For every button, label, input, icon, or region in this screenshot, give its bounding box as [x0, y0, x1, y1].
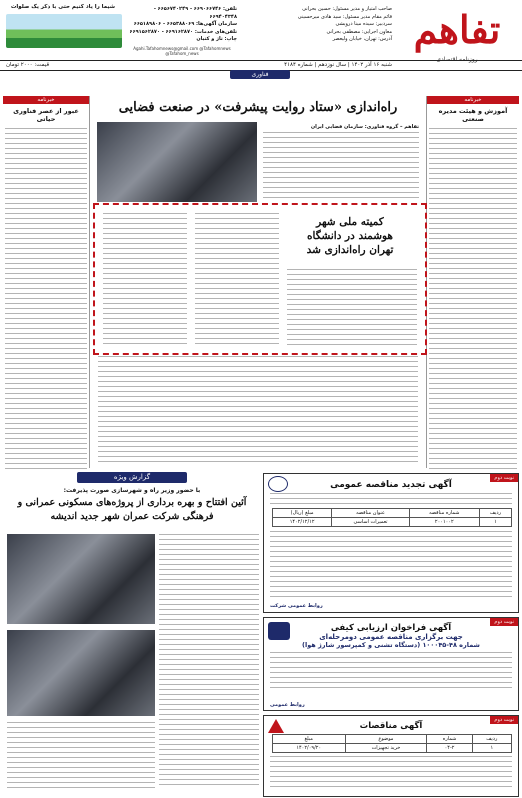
ad-tender-2 — [263, 617, 519, 711]
table-cell: ۱ — [472, 744, 511, 753]
table-cell: ۱ — [479, 518, 511, 527]
officials-photo — [7, 630, 155, 716]
box-body-left — [103, 213, 187, 347]
body-text — [5, 128, 87, 473]
table-cell: ۰۴-۲ — [427, 744, 472, 753]
table-header: شماره — [427, 735, 472, 744]
logo — [398, 4, 516, 64]
staff-line: قائم مقام مدیر مسئول: سید هادی میرحسینی — [297, 13, 392, 20]
table-cell: ۲۰۰۱۰۰۲ — [409, 518, 479, 527]
report-body-right — [159, 534, 259, 789]
ad-table — [272, 734, 512, 753]
staff-line: معاون اجرایی: مصطفی بحرانی — [326, 28, 392, 35]
main-lead: تفاهم – گروه فناوری: سازمان فضایی ایران — [310, 124, 419, 130]
table-header: مبلغ (ریال) — [273, 509, 332, 518]
contact-line: سازمان آگهی‌ها: ۶۶۵۳۸۸۰۶۹ - ۶۶۵۱۸۹۸۰۶ — [133, 21, 237, 27]
staff-block — [242, 6, 392, 44]
landscape-image — [6, 14, 122, 48]
main-story — [93, 96, 423, 196]
ad-tender-3 — [263, 715, 519, 797]
ad-corner: نوبت دوم — [490, 474, 518, 482]
ad-title: آگهی فراخوان ارزیابی کیفی — [330, 623, 452, 633]
report-headline: آئین افتتاح و بهره برداری از پروژه‌های مسکونی عمرانی و فرهنگی شرکت عمران شهر جدید اندیشه — [17, 497, 247, 522]
table-header: شماره مناقصه — [409, 509, 479, 518]
ad-footer: روابط عمومی شرکت — [270, 603, 323, 609]
students-photo — [97, 122, 257, 202]
ad-title: آگهی تجدید مناقصه عمومی — [330, 480, 452, 490]
kicker: خبرنامه — [3, 96, 89, 104]
logo-subtitle: روزنامه اقتصادی — [436, 56, 478, 63]
date-line: شنبه ۱۶ آذر ۱۴۰۲ | سال نوزدهم | شماره ۴۱۸۴ — [284, 62, 392, 68]
right-column — [426, 96, 519, 468]
masthead — [0, 0, 522, 78]
box-headline — [285, 215, 415, 257]
ad-title: آگهی مناقصات — [359, 721, 423, 731]
table-cell: خرید تجهیزات — [345, 744, 427, 753]
box-headline-line: تهران راه‌اندازی شد — [306, 244, 394, 256]
ad-tender-1 — [263, 473, 519, 613]
report-body-bottom — [7, 722, 155, 789]
company-logo — [268, 476, 288, 492]
ad-table — [272, 508, 512, 527]
box-headline-line: کمیته ملی شهر — [316, 216, 384, 228]
logo-text: تفاهم — [413, 7, 501, 52]
kicker: خبرنامه — [427, 96, 519, 104]
box-headline-line: هوشمند در دانشگاه — [307, 230, 393, 242]
table-header: ردیف — [479, 509, 511, 518]
table-header: عنوان مناقصه — [332, 509, 410, 518]
report-kicker: با حضور وزیر راه و شهرسازی صورت پذیرفت: — [63, 487, 201, 494]
contact-block — [127, 6, 237, 44]
ad-text — [270, 652, 512, 692]
ribbon-cutting-photo — [7, 534, 155, 624]
social-links[interactable]: Agahi.Tafahomnews@gmail.com @Tafahomnews @Tafahom_news — [133, 46, 231, 56]
company-logo — [268, 622, 290, 640]
box-body-mid — [195, 213, 279, 347]
staff-line: صاحب امتیاز و مدیر مسئول: حسین بحرانی — [302, 6, 392, 12]
report-section — [3, 472, 261, 794]
ad-subtitle: جهت برگزاری مناقصه عمومی دومرحله‌ای — [319, 633, 463, 641]
table-cell: تعمیرات اساسی — [332, 518, 410, 527]
box-story — [93, 203, 427, 355]
section-tab: فناوری — [230, 70, 290, 79]
tagline: شیما را یاد کنیم حتی با ذکر یک صلوات — [10, 4, 116, 10]
main-body-lower — [98, 356, 418, 466]
staff-line: آدرس: تهران، خیابان ولیعصر — [332, 36, 392, 42]
ad-corner: نوبت دوم — [490, 716, 518, 724]
headline: آموزش و هیئت مدیره صنعتی — [438, 107, 508, 123]
main-headline: راه‌اندازی «ستاد روایت پیشرفت» در صنعت فضایی — [118, 100, 398, 115]
table-cell: ۱۴۰۲/۰۹/۲۰ — [273, 744, 346, 753]
report-banner: گزارش ویژه — [77, 472, 187, 483]
table-header: موضوع — [345, 735, 427, 744]
contact-line: چاپ: تاژ و کتیان — [196, 36, 237, 42]
staff-line: سردبیر: سیده مینا درویشی — [335, 21, 392, 27]
ad-text — [270, 493, 512, 505]
contact-line: تلفن‌های خدمات: ۶۶۹۱۶۲۸۷۰ - ۶۶۹۱۵۶۲۸۷۰ — [129, 28, 237, 35]
price-line: قیمت: ۲۰۰۰ تومان — [6, 62, 50, 68]
ad-text — [270, 756, 512, 790]
ad-text — [270, 531, 512, 601]
table-header: ردیف — [472, 735, 511, 744]
left-column — [3, 96, 90, 468]
ad-detail: شماره ۴۸-۱۰۰۰۴۵ (دستگاه تشنی و کمپرسور شارژ هوا) — [302, 641, 480, 649]
ad-footer: روابط عمومی — [270, 702, 305, 708]
main-body — [263, 132, 419, 202]
contact-line: تلفن: ۶۶۹۰۶۶۷۴۶ - ۶۶۵۶۷۴۰۲۴۹ - ۶۶۹۴۰۴۳۴۸ — [153, 6, 237, 20]
ad-corner: نوبت دوم — [490, 618, 518, 626]
box-body-right — [287, 269, 417, 347]
body-text — [429, 128, 517, 473]
headline: عبور از عصر فناوری حیاتی — [13, 107, 79, 123]
table-cell: ۱۴۰۲/۱۲/۱۲ — [273, 518, 332, 527]
table-header: مبلغ — [273, 735, 346, 744]
